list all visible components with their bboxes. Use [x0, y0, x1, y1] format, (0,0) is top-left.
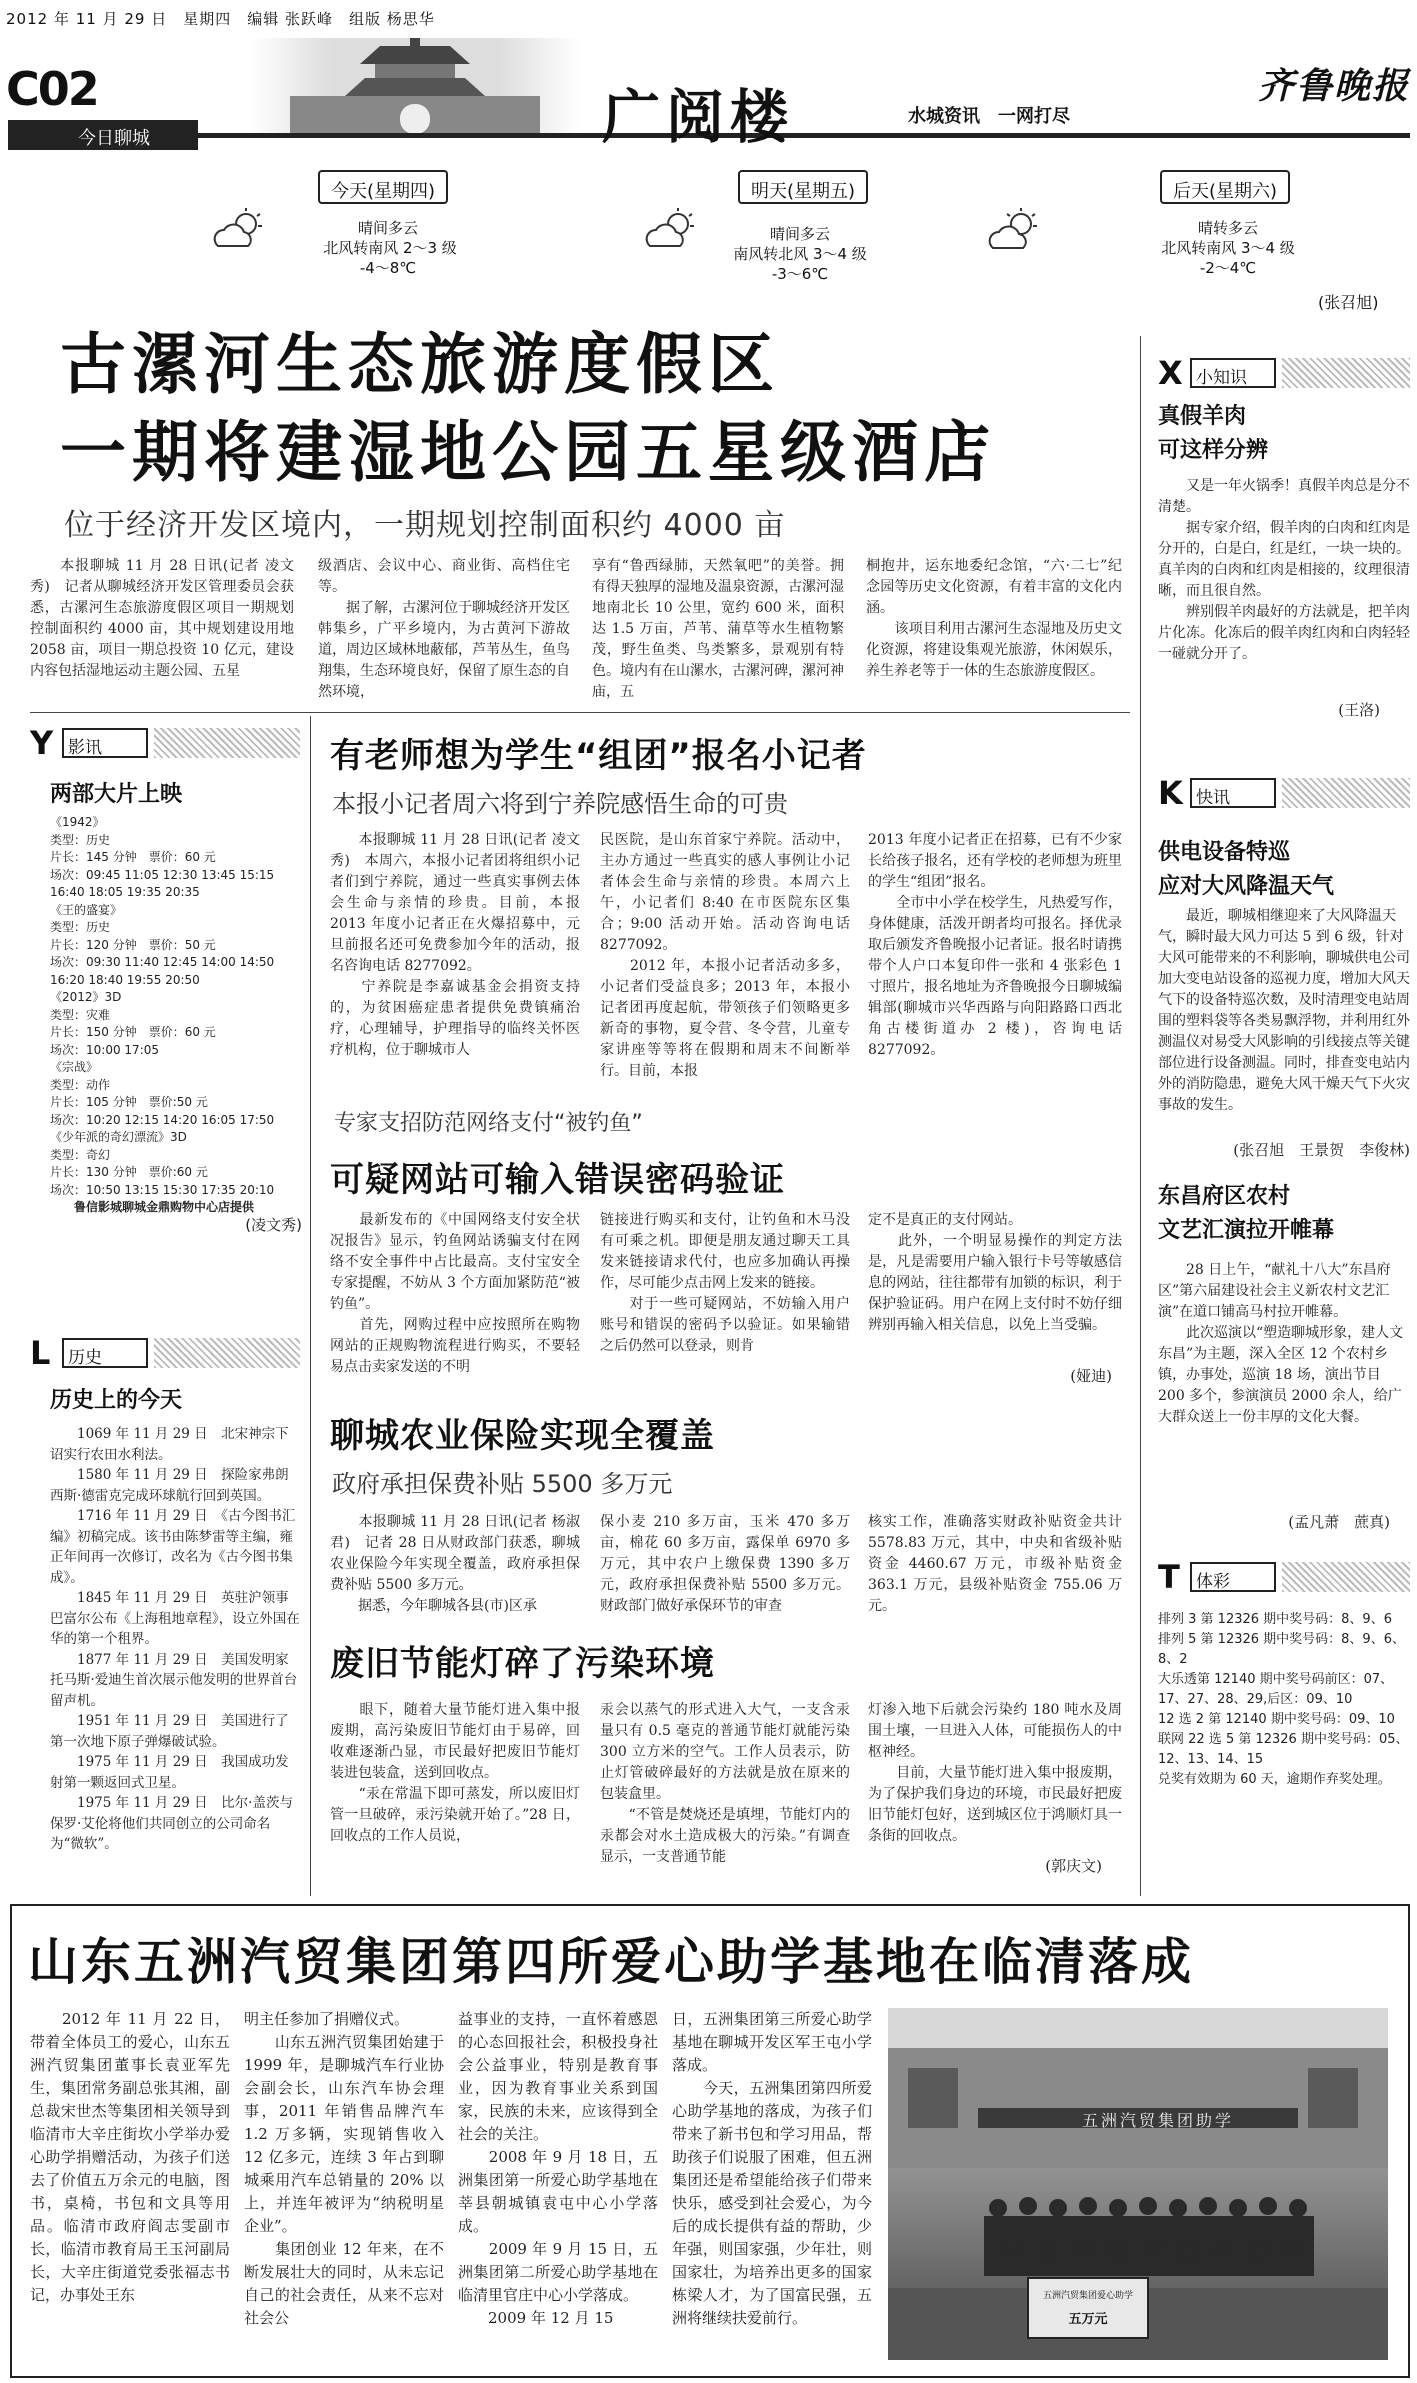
film-line: 类型：灾难 — [50, 1007, 111, 1022]
film-line: 片长：150 分钟 票价：60 元 — [50, 1025, 216, 1039]
lead-col-3: 享有“鲁西绿肺，天然氧吧”的美誉。拥有得天独厚的湿地及温泉资源，古漯河湿地南北长 10 公里，宽约 600 米，面积达 1.5 万亩，芦苇、蒲草等水生植物繁茂，野生鱼类、鸟类繁多，景观别有特色。境内有在山漯水，古漯河碑，漯河神庙，五 — [592, 558, 844, 700]
weather-desc: 晴间多云 — [357, 219, 418, 237]
film-line: 片长：120 分钟 票价：50 元 — [50, 937, 216, 952]
insurance-subtitle: 政府承担保费补贴 5500 多万元 — [332, 1470, 673, 1498]
photo-board-line2: 五万元 — [1068, 2312, 1108, 2327]
weather-day-label: 明天(星期五) — [738, 170, 868, 204]
lamp-col-3: 灯渗入地下后就会污染约 180 吨水及周围土壤，一旦进入人体，可能损伤人的中枢神经。 目前，大量节能灯进入集中报废期，为了保护我们身边的环境，市民最好把废旧节能灯包好，送到城区位于鸿顺灯具一条街的回收点。 — [868, 1702, 1122, 1844]
weather-wind: 北风转南风 3～4 级 — [1161, 239, 1295, 257]
weather-desc: 晴间多云 — [769, 225, 830, 243]
weather-desc: 晴转多云 — [1197, 219, 1258, 237]
film-title: 两部大片上映 — [50, 782, 183, 807]
column-title: 广阅楼 — [602, 83, 795, 151]
knowledge-title-line2: 可这样分辨 — [1158, 438, 1269, 463]
history-body: 1069 年 11 月 29 日 北宋神宗下诏实行农田水利法。 1580 年 11 月 29 日 探险家弗朗西斯·德雷克完成环球航行回到英国。 1716 年 11 月 29 日 《古今图书汇编》初稿完成。该书由陈梦雷等主编，雍正年间再一次修订，改名为《古今图书集成》。 1845 年 11 月 29 日 英驻沪领事巴富尔公布《上海租地章程》，设立外国在华的第一个租界。 1877 年 11 月 29 日 美国发明家托马斯·爱迪生首次展示他发明的世界首台留声机。 1951 年 11 月 29 日 美国进行了第一次地下原子弹爆破试验。 1975 年 11 月 29 日 我国成功发射第一颗返回式卫星。 1975 年 11 月 29 日 比尔·盖茨与保罗·艾伦将他们共同创立的公司命名为“微软”。 — [50, 1426, 300, 1852]
film-credit: (凌文秀) — [245, 1215, 302, 1234]
knowledge-title — [1158, 400, 1410, 468]
lottery-line: 排列 3 第 12326 期中奖号码：8、9、6 — [1158, 1612, 1392, 1627]
lottery-tab — [1158, 1558, 1410, 1596]
knowledge-title-line1: 真假羊肉 — [1158, 404, 1247, 429]
film-line: 场次：09:30 11:40 12:45 14:00 14:50 — [50, 955, 275, 969]
weather-wind: 南风转北风 3～4 级 — [733, 245, 867, 263]
weather-credit: (张召旭) — [1318, 293, 1379, 312]
lamp-credit: (郭庆文) — [1045, 1857, 1102, 1875]
lead-col-4: 桐抱井，运东地委纪念馆，“六·二七”纪念园等历史文化资源，有着丰富的文化内涵。 该项目利用古漯河生态湿地及历史文化资源，将建设集观光旅游，休闲娱乐，养生养老等于一体的生态旅游度假区。 — [866, 558, 1122, 679]
lead-headline — [60, 320, 996, 496]
lamp-col-2: 汞会以蒸气的形式进入大气，一支含汞量只有 0.5 毫克的普通节能灯就能污染 300 立方米的空气。工作人员表示，防止灯管破碎最好的方法就是放在原来的包装盒里。 “不管是焚烧还是填埋，节能灯内的汞都会对水土造成极大的污染。”有调查显示，一支普通节能 — [600, 1702, 850, 1865]
news-tab — [1158, 774, 1410, 812]
bottom-col-4: 日，五洲集团第三所爱心助学基地在聊城开发区军王屯小学落成。 今天，五洲集团第四所爱心助学基地的落成，为孩子们带来了新书包和学习用品，帮助孩子们说服了困难，但五洲集团还是希望能给孩子们带来快乐，感受到社会爱心，为今后的成长提供有益的帮助，少年强，则国家强，少年壮，则国家壮，为培养出更多的国家栋梁人才，为了国富民强，五洲将继续扶爱前行。 — [672, 2010, 872, 2327]
lottery-list — [1158, 1610, 1410, 1790]
history-title: 历史上的今天 — [50, 1388, 183, 1413]
scam-col-3: 定不是真正的支付网站。 此外，一个明显易操作的判定方法是，凡是需要用户输入银行卡号等敏感信息的网站，往往都带有加锁的标识，利于保护验证码。用户在网上支付时不妨仔细辨别再输入相关信息，以免上当受骗。 — [868, 1212, 1122, 1333]
reporter-col-3: 2013 年度小记者正在招募，已有不少家长给孩子报名，还有学校的老师想为班里的学生“组团”报名。 全市中小学在校学生，凡热爱写作，身体健康，活泼开朗者均可报名。择优录取后颁发齐鲁晚报小记者证。报名时请携带个人户口本复印件一张和 4 张彩色 1 寸照片，报名地址为齐鲁晚报今日聊城编辑部(聊城市兴华西路与向阳路路口西北角古楼街道办 2 楼)，咨询电话 8277092。 — [868, 832, 1122, 1058]
news-title-2-line1: 东昌府区农村 — [1158, 1184, 1291, 1209]
tab-label: 体彩 — [1190, 1562, 1276, 1592]
lead-col-2: 级酒店、会议中心、商业街、高档住宅等。 据了解，古漯河位于聊城经济开发区韩集乡，广平乡境内，为古黄河下游故道，周边区域林地蔽郁，芦苇丛生，鱼鸟翔集，生态环境良好，保留了原生态的自然环境， — [318, 558, 570, 700]
lottery-line: 12 选 2 第 12140 期中奖号码：09、10 — [1158, 1712, 1395, 1727]
news-title-1 — [1158, 836, 1410, 904]
lead-headline-line2: 一期将建湿地公园五星级酒店 — [60, 413, 996, 491]
partly-cloudy-icon — [210, 206, 270, 256]
film-line: 类型：动作 — [50, 1077, 111, 1092]
news-credit-2: (孟凡萧 蔗真) — [1288, 1513, 1390, 1531]
section-bar: 今日聊城 — [8, 120, 198, 150]
photo-board-line1: 五洲汽贸集团爱心助学 — [1042, 2291, 1133, 2301]
knowledge-body: 又是一年火锅季！真假羊肉总是分不清楚。 据专家介绍，假羊肉的白肉和红肉是分开的，白是白，红是红，一块一块的。真羊肉的白肉和红肉是相接的，纹理很清晰，而且很自然。 辨别假羊肉最好的方法就是，把羊肉片化冻。化冻后的假羊肉红肉和白肉轻轻一碰就分开了。 — [1158, 478, 1410, 662]
film-line: 16:20 18:40 19:55 20:50 — [50, 972, 200, 987]
scam-headline: 可疑网站可输入错误密码验证 — [330, 1160, 785, 1200]
lamp-headline: 废旧节能灯碎了污染环境 — [330, 1644, 715, 1684]
lead-subtitle: 位于经济开发区境内，一期规划控制面积约 4000 亩 — [64, 508, 786, 543]
insurance-col-2: 保小麦 210 多万亩，玉米 470 多万亩，棉花 60 多万亩，露保单 6970 多万元，其中农户上缴保费 1390 多万元，政府承担保费补贴 5500 多万元。财政部门做好承保环节的审查 — [600, 1514, 850, 1614]
lottery-line: 排列 5 第 12326 期中奖号码：8、9、6、8、2 — [1158, 1632, 1405, 1667]
tab-letter: Y — [30, 724, 54, 762]
lamp-col-1: 眼下，随着大量节能灯进入集中报废期，高污染废旧节能灯由于易碎，回收难逐渐凸显，市民最好把废旧节能灯装进包装盒，送到回收点。 “汞在常温下即可蒸发，所以废旧灯管一旦破碎，汞污染就开始了。”28 日，回收点的工作人员说， — [330, 1702, 580, 1844]
news-title-1-line2: 应对大风降温天气 — [1158, 874, 1335, 899]
film-line: 《王的盛宴》 — [50, 902, 123, 917]
scam-col-2: 链接进行购买和支付，让钓鱼和木马没有可乘之机。即便是朋友通过聊天工具发来链接请求代付，也应多加确认再操作，尽可能少点击网上发来的链接。 对于一些可疑网站，不妨输入用户账号和错误的密码予以验证。如果输错之后仍然可以登录，则肯 — [600, 1212, 850, 1354]
tab-hatch — [1282, 778, 1410, 808]
right-column-rule — [1140, 336, 1141, 1896]
weather-temp: -2～4℃ — [1199, 259, 1257, 277]
news-body-1: 最近，聊城相继迎来了大风降温天气，瞬时最大风力可达 5 到 6 级，针对大风可能带来的不利影响，聊城供电公司加大变电站设备的巡视力度，增加大风天气下的设备特巡次数，及时清理变电站周围的塑料袋等各类易飘浮物，并利用红外测温仪对易受大风影响的引线接点等关键部位进行设备测温。同时，排查变电站内外的消防隐患，避免大风干燥天气下火灾事故的发生。 — [1158, 908, 1410, 1113]
lottery-line: 联网 22 选 5 第 12326 期中奖号码：05、12、13、14、15 — [1158, 1732, 1409, 1767]
lead-headline-line1: 古漯河生态旅游度假区 — [60, 325, 780, 403]
news-title-2 — [1158, 1180, 1410, 1248]
film-line: 类型：奇幻 — [50, 1147, 111, 1162]
tab-hatch — [1282, 358, 1410, 388]
tab-label: 快讯 — [1190, 778, 1276, 808]
news-title-1-line1: 供电设备特巡 — [1158, 840, 1291, 865]
tab-label: 影讯 — [62, 728, 148, 758]
weather-temp: -4～8℃ — [359, 259, 417, 277]
film-line: 《1942》 — [50, 815, 105, 829]
weather-strip — [180, 170, 1410, 320]
weather-day-label: 今天(星期四) — [318, 170, 448, 204]
scam-kicker: 专家支招防范网络支付“被钓鱼” — [334, 1111, 643, 1136]
film-list — [50, 814, 302, 1234]
scam-col-1: 最新发布的《中国网络支付安全状况报告》显示，钓鱼网站诱骗支付在网络不安全事件中占比最高。支付宝安全专家提醒，不妨从 3 个方面加紧防范“被钓鱼”。 首先，网购过程中应按照所在购物网站的正规购物流程进行购买，不要轻易点击卖家发送的不明 — [330, 1212, 580, 1375]
sunny-to-cloudy-icon — [985, 206, 1045, 256]
film-line: 场次：09:45 11:05 12:30 13:45 15:15 — [50, 867, 275, 882]
scam-credit: (娅迪) — [1070, 1367, 1112, 1385]
page-number: C02 — [6, 62, 98, 116]
film-line: 场次：10:50 13:15 15:30 17:35 20:10 — [50, 1182, 275, 1197]
lottery-line: 兑奖有效期为 60 天，逾期作弃奖处理。 — [1158, 1772, 1391, 1787]
film-line: 片长：145 分钟 票价：60 元 — [50, 850, 216, 864]
weather-wind: 北风转南风 2～3 级 — [323, 239, 457, 257]
header-rule — [190, 133, 1410, 138]
tab-letter: K — [1158, 774, 1183, 812]
tab-letter: T — [1158, 1558, 1180, 1596]
news-body-2: 28 日上午，“献礼十八大”东昌府区”第六届建设社会主义新农村文艺汇演”在道口铺高马村拉开帷幕。 此次巡演以“塑造聊城形象，建人文东昌”为主题，深入全区 12 个农村乡镇，办事处，巡演 18 场，演出节目 200 多个，参演演员 2000 余人，给广大群众送上一份丰厚的文化大餐。 — [1158, 1262, 1404, 1425]
bottom-headline: 山东五洲汽贸集团第四所爱心助学基地在临清落成 — [28, 1932, 1194, 1991]
knowledge-tab — [1158, 354, 1410, 392]
tab-label: 小知识 — [1190, 358, 1276, 388]
city-tower-illustration — [250, 38, 580, 134]
history-tab — [30, 1334, 300, 1372]
donation-photo — [888, 2008, 1388, 2360]
film-line: 16:40 18:05 19:35 20:35 — [50, 885, 200, 899]
film-line: 场次：10:00 17:05 — [50, 1042, 159, 1057]
tab-letter: X — [1158, 354, 1183, 392]
news-title-2-line2: 文艺汇演拉开帷幕 — [1158, 1218, 1335, 1243]
paper-logo: 齐鲁晚报 — [1258, 65, 1411, 107]
film-line: 片长：130 分钟 票价:60 元 — [50, 1165, 208, 1179]
weather-day-label: 后天(星期六) — [1160, 170, 1290, 204]
reporter-col-1: 本报聊城 11 月 28 日讯(记者 凌文秀) 本周六，本报小记者团将组织小记者们到宁养院，通过一些真实事例去体会生命与亲情的珍贵。目前，本报 2013 年度小记者正在火爆招募中，元旦前报名还可免费参加今年的活动，报名咨询电话 8277092。 宁养院是李嘉诚基金会捐资支持的，为贫困癌症患者提供免费镇痛治疗，心理辅导，护理指导的临终关怀医疗机构，位于聊城市人 — [330, 832, 580, 1058]
partly-cloudy-icon — [642, 206, 702, 256]
tab-label: 历史 — [62, 1338, 148, 1368]
reporter-col-2: 民医院，是山东首家宁养院。活动中，主办方通过一些真实的感人事例让小记者体会生命与亲情的珍贵。本周六上午，小记者们 8:40 在市医院东区集合；9:00 活动开始。活动咨询电话 8277092。 2012 年，本报小记者活动多多，小记者们受益良多；2013 年，本报小记者团再度起航，带领孩子们领略更多新奇的事物，夏令营、冬令营，儿童专家讲座等等将在假期和周末不间断举行。目前，本报 — [600, 832, 850, 1079]
lottery-line: 大乐透第 12140 期中奖号码前区：07、17、27、28、29,后区：09、10 — [1158, 1672, 1394, 1707]
reporter-headline: 有老师想为学生“组团”报名小记者 — [330, 736, 867, 776]
film-tab — [30, 724, 300, 762]
film-line: 《2012》3D — [50, 990, 122, 1004]
bottom-col-3: 益事业的支持，一直怀着感恩的心态回报社会，积极投身社会公益事业，特别是教育事业，因为教育事业关系到国家，民族的未来，应该得到全社会的关注。 2008 年 9 月 18 日，五洲集团第一所爱心助学基地在莘县朝城镇袁屯中心小学落成。 2009 年 9 月 15 日，五洲集团第二所爱心助学基地在临清里官庄中心小学落成。 2009 年 12 月 15 — [458, 2010, 658, 2327]
photo-banner: 五洲汽贸集团助学 — [1081, 2111, 1234, 2130]
insurance-col-3: 核实工作，准确落实财政补贴资金共计 5578.83 万元，其中，中央和省级补贴资金 4460.67 万元，市级补贴资金 363.1 万元，县级补贴资金 755.06 万元。 — [868, 1514, 1122, 1614]
lead-bottom-rule — [30, 712, 1130, 713]
reporter-subtitle: 本报小记者周六将到宁养院感悟生命的可贵 — [332, 790, 788, 818]
film-line: 类型：历史 — [50, 832, 111, 847]
tab-hatch — [154, 1338, 300, 1368]
tab-hatch — [1282, 1562, 1410, 1592]
film-line: 类型：历史 — [50, 920, 111, 934]
tab-letter: L — [30, 1334, 51, 1372]
lead-col-1: 本报聊城 11 月 28 日讯(记者 凌文秀) 记者从聊城经济开发区管理委员会获悉，古漯河生态旅游度假区项目一期规划控制面积约 4000 亩，其中规划建设用地 2058 亩，项目一期总投资 10 亿元，建设内容包括湿地运动主题公园、五星 — [30, 558, 294, 679]
left-column-rule — [310, 716, 311, 1896]
film-line: 片长：105 分钟 票价:50 元 — [50, 1095, 208, 1109]
film-line: 《宗战》 — [50, 1060, 99, 1074]
film-line: 场次：10:20 12:15 14:20 16:05 17:50 — [50, 1112, 275, 1127]
insurance-headline: 聊城农业保险实现全覆盖 — [330, 1416, 715, 1456]
bottom-col-1: 2012 年 11 月 22 日，带着全体员工的爱心，山东五洲汽贸集团董事长袁亚军先生，集团常务副总张其湘，副总裁宋世杰等集团相关领导到临清市大辛庄街坎小学举办爱心助学捐赠活动，为孩子们送去了价值五万余元的电脑，图书，桌椅，书包和文具等用品。临清市政府阎志雯副市长，临清市教育局王玉河副局长，大辛庄街道党委张福志书记，办事处王东 — [30, 2010, 230, 2304]
news-credit-1: (张召旭 王景贺 李俊林) — [1233, 1141, 1410, 1159]
bottom-col-2: 明主任参加了捐赠仪式。 山东五洲汽贸集团始建于 1999 年，是聊城汽车行业协会副会长，山东汽车协会理事，2011 年销售品牌汽车 1.2 万多辆，实现销售收入 12 亿多元，连续 3 年占到聊城乘用汽车总销量的 20% 以上，并连年被评为“纳税明星企业”。 集团创业 12 年来，在不断发展壮大的同时，从未忘记自己的社会责任，从来不忘对社会公 — [244, 2010, 444, 2327]
insurance-col-1: 本报聊城 11 月 28 日讯(记者 杨淑君) 记者 28 日从财政部门获悉，聊城农业保险今年实现全覆盖，政府承担保费补贴 5500 多万元。 据悉，今年聊城各县(市)区承 — [330, 1514, 580, 1614]
column-slogan: 水城资讯 一网打尽 — [908, 106, 1070, 127]
film-note: 鲁信影城聊城金鼎购物中心店提供 — [50, 1200, 255, 1214]
knowledge-credit: (王洛) — [1338, 701, 1380, 719]
weather-temp: -3～6℃ — [771, 265, 829, 283]
tab-hatch — [154, 728, 300, 758]
issue-info: 2012 年 11 月 29 日 星期四 编辑 张跃峰 组版 杨思华 — [6, 10, 435, 28]
film-line: 《少年派的奇幻漂流》3D — [50, 1130, 187, 1144]
